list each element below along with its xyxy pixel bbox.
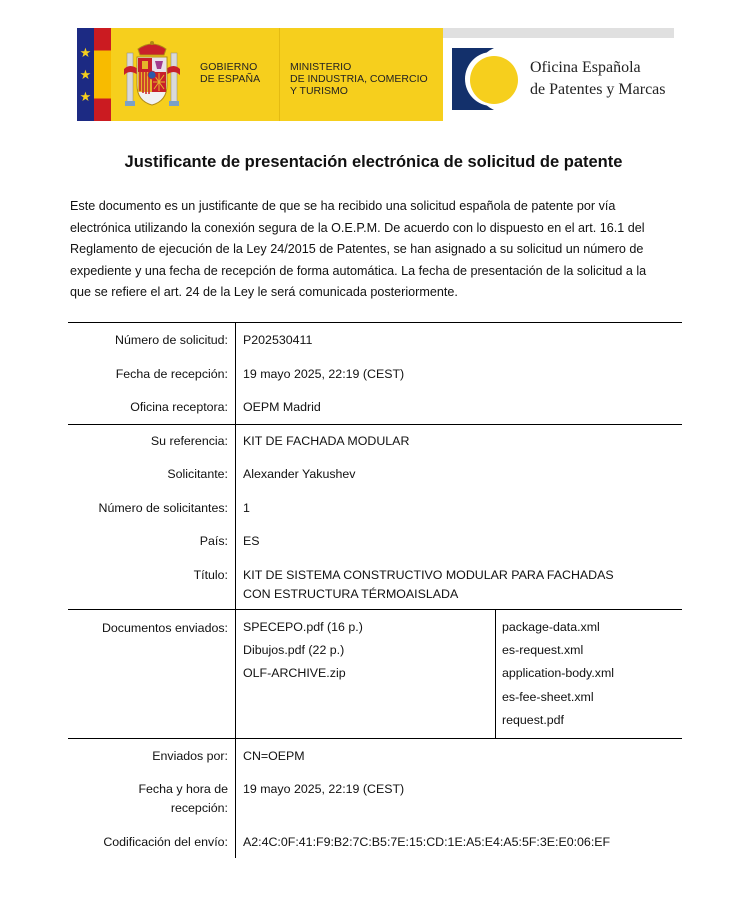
label-pais: País: [199,534,228,548]
header-banner [77,28,674,121]
value-enviados-por: CN=OEPM [243,749,305,763]
file-item: es-request.xml [502,643,584,657]
ministry-line3: Y TURISMO [290,85,348,97]
ministry-name [290,61,428,97]
table-divider [68,322,682,323]
intro-line: electrónica utilizando la conexión segura de la O.E.P.M. De acuerdo con lo dispuesto en el art. 16.1 del [70,220,645,235]
intro-line: que se refiere el art. 24 de la Ley le será comunicada posteriormente. [70,285,458,299]
document-title: Justificante de presentación electrónica de solicitud de patente [124,153,623,171]
file-item: application-body.xml [502,666,615,680]
oepm-logo-block [441,28,674,121]
table-divider [68,609,682,610]
star-icon: ★ [79,45,92,60]
label-numero-solicitud: Número de solicitud: [115,333,228,347]
logo-divider [279,28,280,121]
oepm-top-bar [441,28,674,38]
label-fecha-hora-line1: Fecha y hora de [138,782,228,796]
label-fecha-hora-line2: recepción: [170,801,228,815]
ministry-line2: DE INDUSTRIA, COMERCIO [290,73,428,85]
value-oficina-receptora: OEPM Madrid [243,400,321,414]
star-icon: ★ [79,67,92,82]
spain-flag-strip [94,28,111,121]
file-item: package-data.xml [502,620,600,634]
intro-line: Reglamento de ejecución de la Ley 24/2015 de Patentes, se han asignado a su solicitud un número de [70,242,644,256]
document-item: Dibujos.pdf (22 p.) [243,643,345,657]
government-line2: DE ESPAÑA [200,73,261,85]
oepm-line2: de Patentes y Marcas [530,81,666,98]
oepm-sun-icon [469,52,519,108]
star-icon: ★ [79,89,92,104]
label-documentos-enviados: Documentos enviados: [101,621,228,635]
value-su-referencia: KIT DE FACHADA MODULAR [243,434,410,448]
label-numero-solicitantes: Número de solicitantes: [98,501,228,515]
intro-paragraph [70,196,690,304]
value-titulo-line2: CON ESTRUCTURA TÉRMOAISLADA [243,587,459,601]
coat-of-arms-icon [124,39,180,111]
value-titulo-line1: KIT DE SISTEMA CONSTRUCTIVO MODULAR PARA FACHADAS [243,568,614,582]
document-item: SPECEPO.pdf (16 p.) [243,620,363,634]
intro-line: Este documento es un justificante de que se ha recibido una solicitud española de patente por vía [70,199,616,213]
label-oficina-receptora: Oficina receptora: [130,400,228,414]
value-fecha-hora: 19 mayo 2025, 22:19 (CEST) [243,782,405,796]
oepm-name [530,57,666,101]
document-item: OLF-ARCHIVE.zip [243,666,346,680]
value-solicitante: Alexander Yakushev [243,467,356,481]
label-codificacion: Codificación del envío: [103,835,228,849]
file-item: es-fee-sheet.xml [502,690,594,704]
table-divider [68,738,682,739]
value-pais: ES [243,534,260,548]
label-titulo: Título: [193,568,228,582]
value-numero-solicitud: P202530411 [243,333,313,347]
value-numero-solicitantes: 1 [243,501,250,515]
government-line1: GOBIERNO [200,61,258,73]
label-solicitante: Solicitante: [167,467,228,481]
table-divider [68,424,682,425]
file-item: request.pdf [502,713,564,727]
table-column-divider [235,322,236,858]
table-column-divider [495,609,496,738]
government-name [200,61,260,85]
oepm-line1: Oficina Española [530,59,641,76]
ministry-line1: MINISTERIO [290,61,352,73]
value-fecha-recepcion: 19 mayo 2025, 22:19 (CEST) [243,367,405,381]
oepm-yellow-edge [441,28,443,121]
label-fecha-recepcion: Fecha de recepción: [115,367,228,381]
value-codificacion: A2:4C:0F:41:F9:B2:7C:B5:7E:15:CD:1E:A5:E4:A5:5F:3E:E0:06:EF [243,835,611,849]
intro-line: expediente y una fecha de recepción de forma automática. La fecha de presentación de la solicitud a la [70,263,647,278]
label-su-referencia: Su referencia: [150,434,228,448]
government-logo-block [77,28,441,121]
eu-flag-strip [77,28,94,121]
label-enviados-por: Enviados por: [152,749,228,763]
